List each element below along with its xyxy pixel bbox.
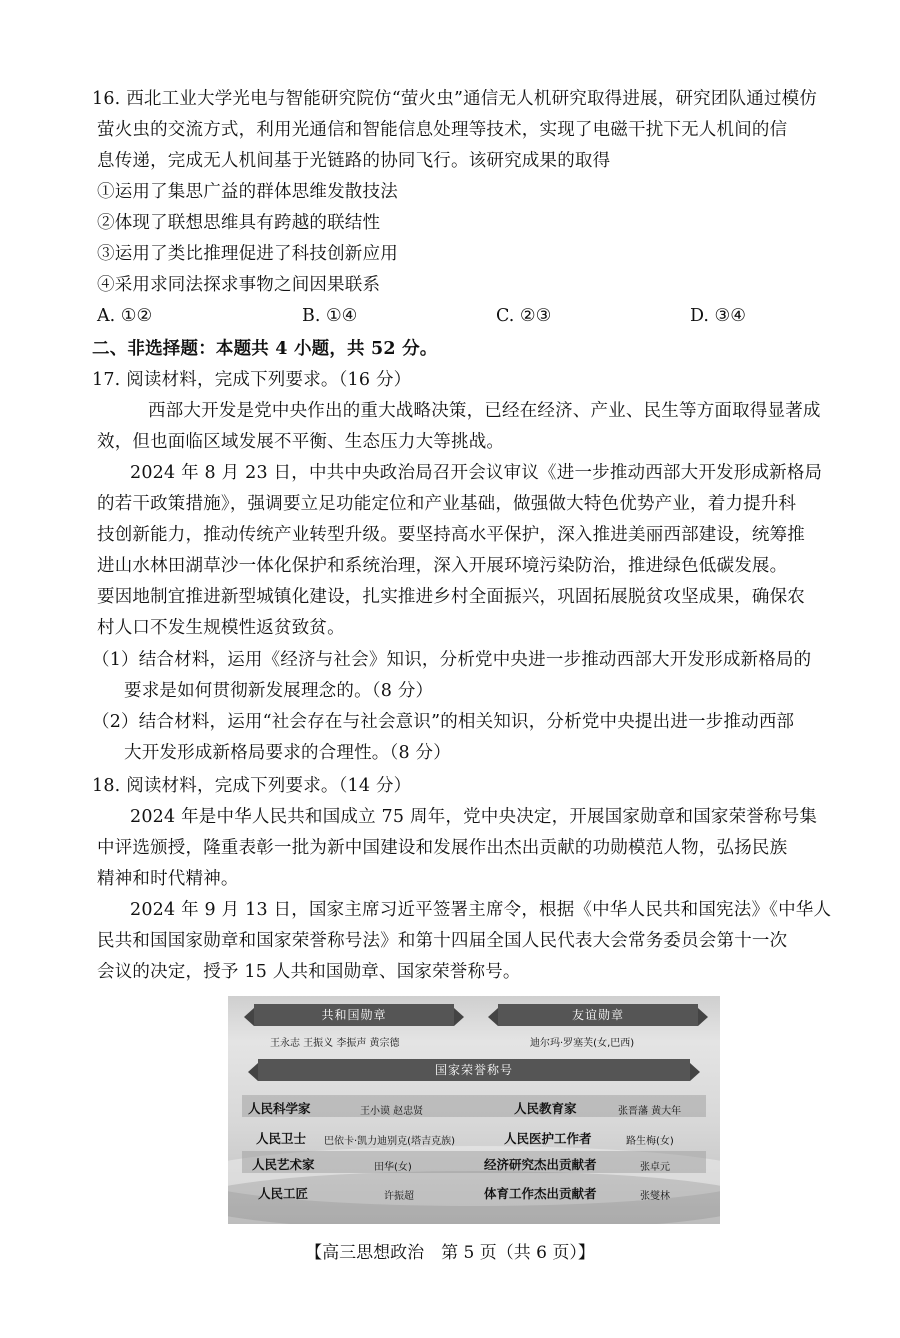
q18-para2-line-3: 会议的决定，授予 15 人共和国勋章、国家荣誉称号。 xyxy=(97,962,521,982)
friendship-ribbon: 友谊勋章 xyxy=(498,1004,698,1026)
q16-option-a: A. ①② xyxy=(97,306,153,326)
q16-option-d: D. ③④ xyxy=(690,306,746,326)
honor-row-2-left-title: 人民卫士 xyxy=(256,1131,307,1146)
q17-para2-line-4: 进山水林田湖草沙一体化保护和系统治理，深入开展环境污染防治，推进绿色低碳发展。 xyxy=(97,556,788,576)
q16-line-1: 16. 西北工业大学光电与智能研究院仿“萤火虫”通信无人机研究取得进展，研究团队通过模仿 xyxy=(92,89,818,109)
q16-statement-4: ④采用求同法探求事物之间因果联系 xyxy=(97,275,381,295)
q17-sub1-line-2: 要求是如何贯彻新发展理念的。（8 分） xyxy=(124,681,434,701)
q17-para2-line-3: 技创新能力，推动传统产业转型升级。要坚持高水平保护，深入推进美丽西部建设，统筹推 xyxy=(97,525,805,545)
q17-para2-line-2: 的若干政策措施》，强调要立足功能定位和产业基础，做强做大特色优势产业，着力提升科 xyxy=(97,494,797,514)
q17-sub2-line-2: 大开发形成新格局要求的合理性。（8 分） xyxy=(124,743,451,763)
q18-head: 18. 阅读材料，完成下列要求。（14 分） xyxy=(92,776,412,796)
medal-names: 王永志 王振义 李振声 黄宗德 xyxy=(270,1038,400,1049)
honor-row-4-left-names: 许振超 xyxy=(384,1191,414,1202)
honor-row-3-left-names: 田华(女) xyxy=(374,1162,412,1173)
honor-row-2-right-title: 人民医护工作者 xyxy=(504,1131,592,1146)
q18-para2-line-2: 民共和国国家勋章和国家荣誉称号法》和第十四届全国人民代表大会常务委员会第十一次 xyxy=(97,931,788,951)
section-2-title: 二、非选择题：本题共 4 小题，共 52 分。 xyxy=(92,339,438,359)
honor-row-1-left-names: 王小谟 赵忠贤 xyxy=(360,1106,424,1117)
q18-para2-line-1: 2024 年 9 月 13 日，国家主席习近平签署主席令，根据《中华人民共和国宪法》《中华人 xyxy=(130,900,832,920)
q16-option-c: C. ②③ xyxy=(496,306,552,326)
q16-line-2: 萤火虫的交流方式，利用光通信和智能信息处理等技术，实现了电磁干扰下无人机间的信 xyxy=(97,120,788,140)
q16-statement-2: ②体现了联想思维具有跨越的联结性 xyxy=(97,213,381,233)
q17-para2-line-6: 村人口不发生规模性返贫致贫。 xyxy=(97,618,345,638)
honor-row-3-right-title: 经济研究杰出贡献者 xyxy=(484,1157,597,1172)
q17-head: 17. 阅读材料，完成下列要求。（16 分） xyxy=(92,370,412,390)
honor-row-4-right-names: 张燮林 xyxy=(640,1191,670,1202)
honor-row-1-left-title: 人民科学家 xyxy=(248,1101,311,1116)
q16-statement-3: ③运用了类比推理促进了科技创新应用 xyxy=(97,244,398,264)
q17-para1-line-2: 效，但也面临区域发展不平衡、生态压力大等挑战。 xyxy=(97,432,505,452)
honor-row-1-right-title: 人民教育家 xyxy=(514,1101,577,1116)
honor-row-2-right-names: 路生梅(女) xyxy=(626,1136,674,1147)
honor-row-1-right-names: 张晋藩 黄大年 xyxy=(618,1106,682,1117)
q18-para1-line-2: 中评选颁授，隆重表彰一批为新中国建设和发展作出杰出贡献的功勋模范人物，弘扬民族 xyxy=(97,838,788,858)
q17-para1-line-1: 西部大开发是党中央作出的重大战略决策，已经在经济、产业、民生等方面取得显著成 xyxy=(148,401,821,421)
medal-ribbon: 共和国勋章 xyxy=(254,1004,454,1026)
q18-para1-line-1: 2024 年是中华人民共和国成立 75 周年，党中央决定，开展国家勋章和国家荣誉称号集 xyxy=(130,807,818,827)
q17-para2-line-5: 要因地制宜推进新型城镇化建设，扎实推进乡村全面振兴，巩固拓展脱贫攻坚成果，确保农 xyxy=(97,587,805,607)
q17-sub1-line-1: （1）结合材料，运用《经济与社会》知识，分析党中央进一步推动西部大开发形成新格局的 xyxy=(92,650,812,670)
friendship-names: 迪尔玛·罗塞芙(女,巴西) xyxy=(530,1038,635,1049)
q16-line-3: 息传递，完成无人机间基于光链路的协同飞行。该研究成果的取得 xyxy=(97,151,611,171)
q16-statement-1: ①运用了集思广益的群体思维发散技法 xyxy=(97,182,398,202)
honor-row-4-left-title: 人民工匠 xyxy=(258,1186,309,1201)
q16-option-b: B. ①④ xyxy=(302,306,358,326)
page-footer: 【高三思想政治 第 5 页（共 6 页）】 xyxy=(305,1243,595,1263)
honor-ribbon: 国家荣誉称号 xyxy=(258,1059,690,1081)
honor-row-4-right-title: 体育工作杰出贡献者 xyxy=(484,1186,597,1201)
q17-para2-line-1: 2024 年 8 月 23 日，中共中央政治局召开会议审议《进一步推动西部大开发形成新格局 xyxy=(130,463,823,483)
honor-row-3-right-names: 张卓元 xyxy=(640,1162,670,1173)
award-figure xyxy=(228,996,720,1224)
q18-para1-line-3: 精神和时代精神。 xyxy=(97,869,239,889)
honor-row-3-left-title: 人民艺术家 xyxy=(252,1157,315,1172)
honor-row-2-left-names: 巴依卡·凯力迪别克(塔吉克族) xyxy=(324,1136,455,1147)
q17-sub2-line-1: （2）结合材料，运用“社会存在与社会意识”的相关知识，分析党中央提出进一步推动西部 xyxy=(92,712,795,732)
